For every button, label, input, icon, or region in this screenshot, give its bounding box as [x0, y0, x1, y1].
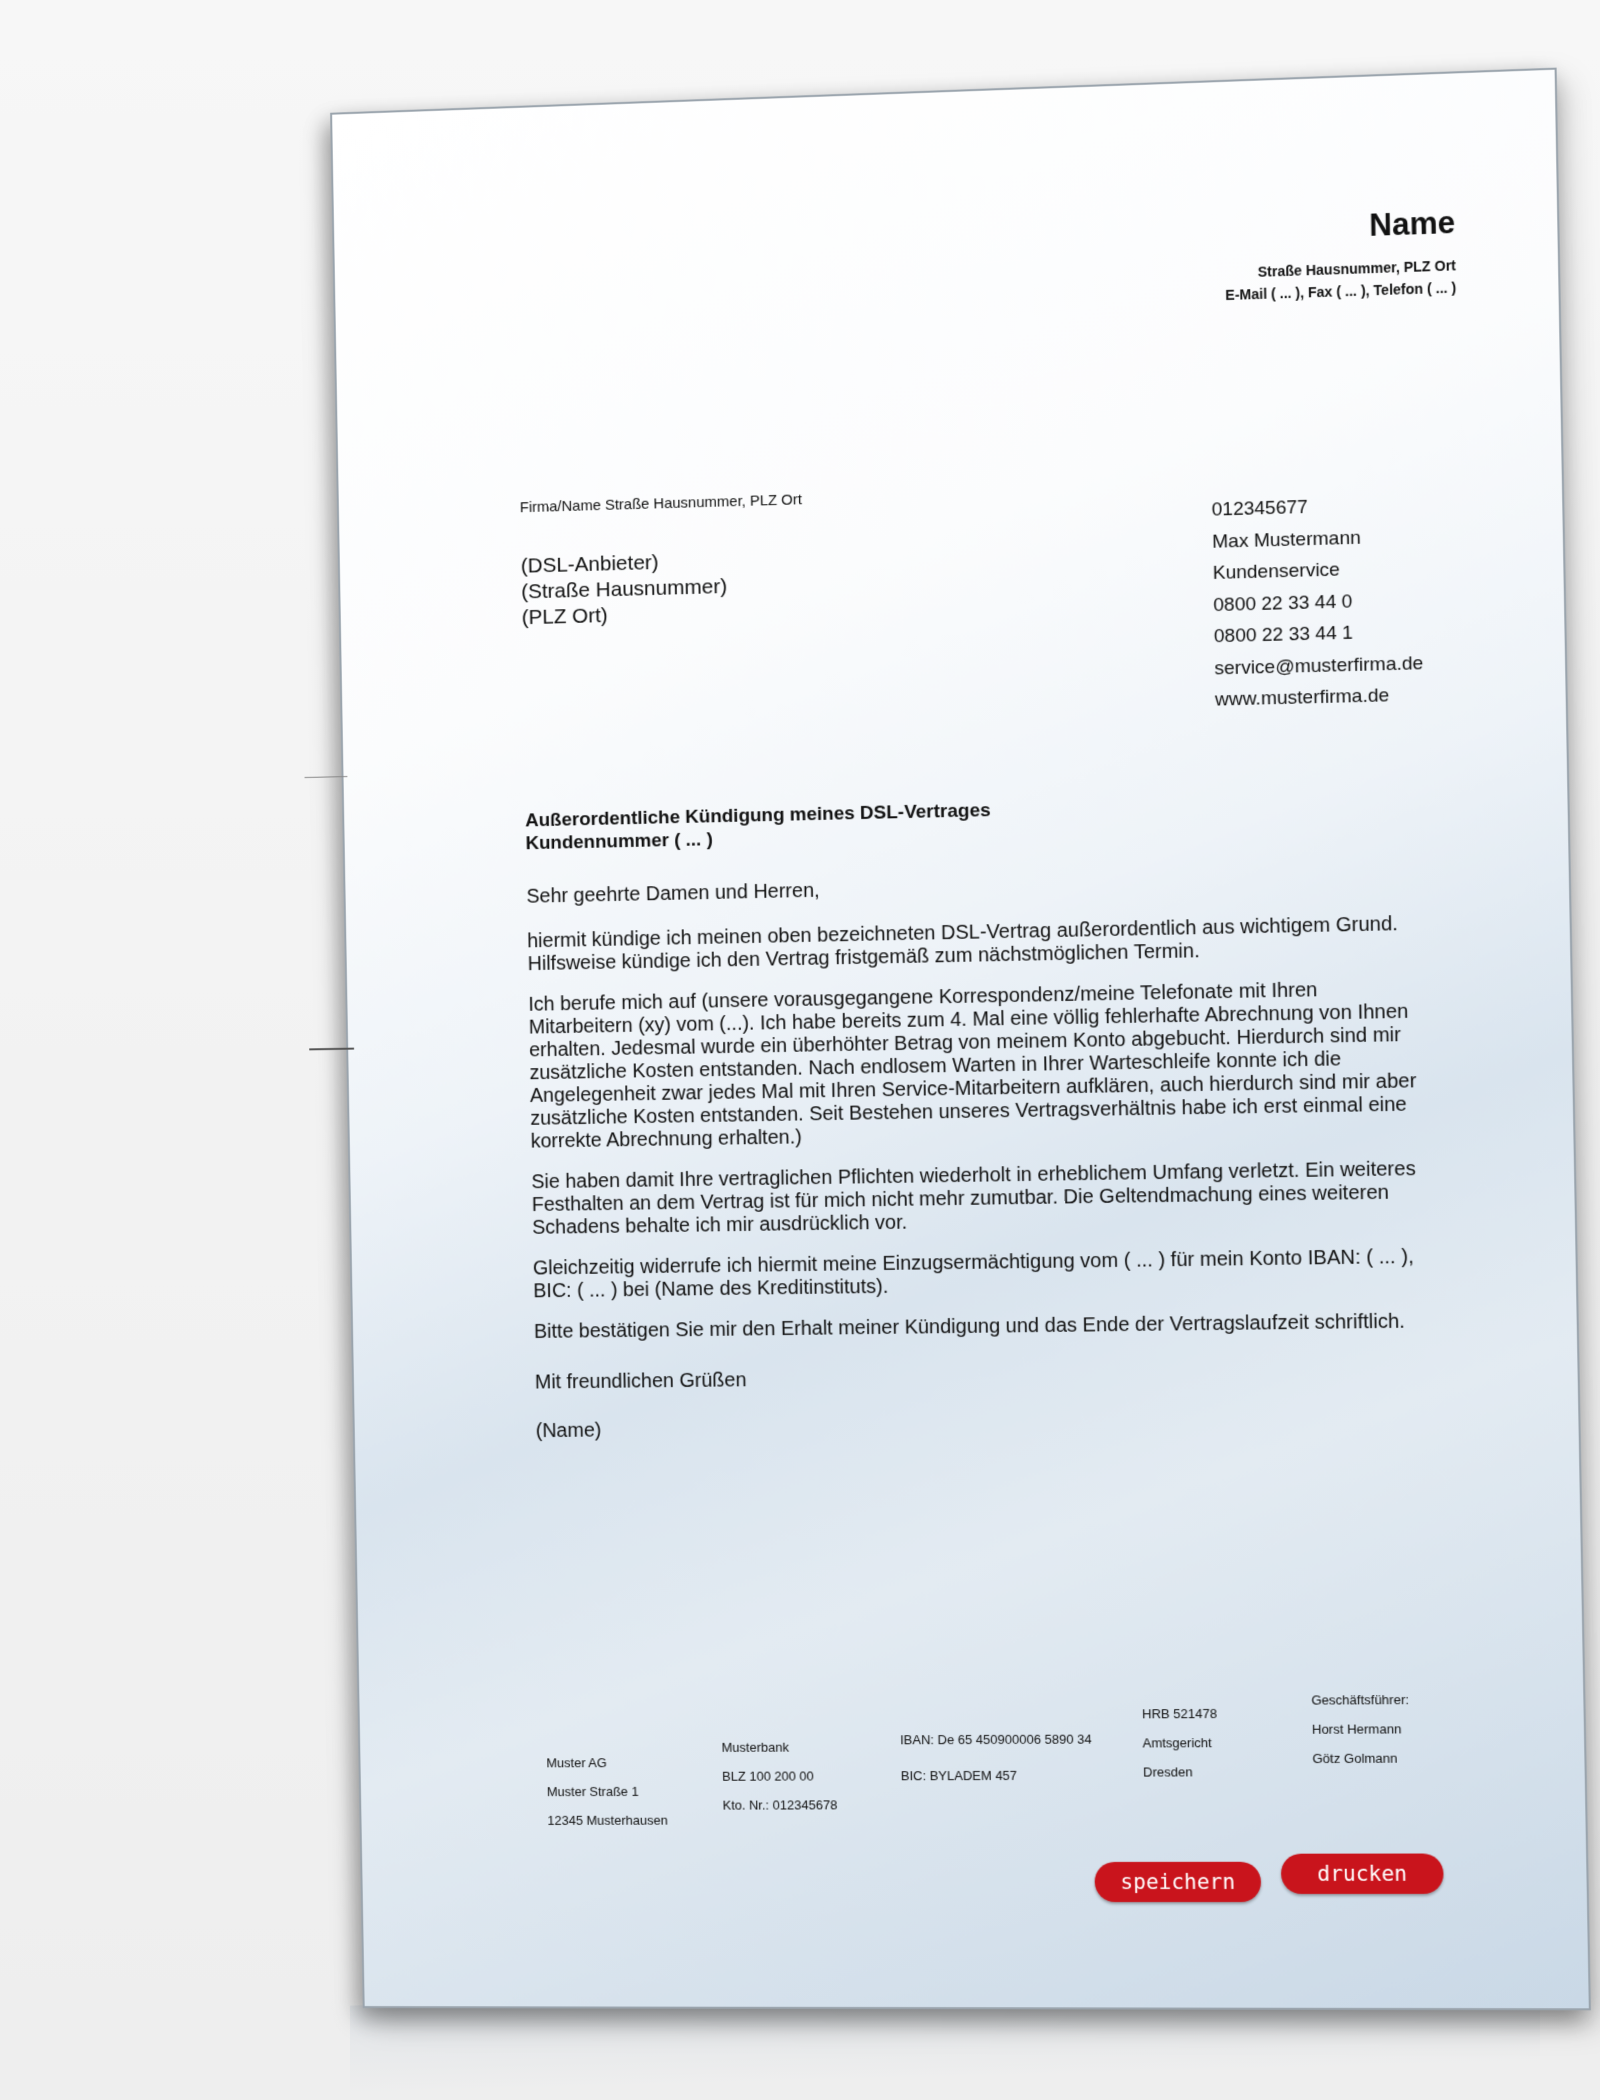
footer-text: Götz Golmann: [1312, 1750, 1398, 1767]
subject-line: Außerordentliche Kündigung meines DSL-Vertrages: [525, 800, 991, 832]
footer-bank: [721, 1733, 837, 1820]
footer-text: IBAN: De 65 450900006 5890 34: [900, 1731, 1092, 1748]
punch-mark: [309, 1048, 354, 1051]
contact-block: [1211, 489, 1424, 717]
letter-page: [330, 68, 1591, 2011]
body-paragraph: Ich berufe mich auf (unsere vorausgegangene Korrespondenz/meine Telefonate mit Ihren Mitarbeitern (xy) vom (...). Ich habe bereits zum 4. Mal eine völlig fehlerhafte Abrechnung von Ihnen erhalten. Jedesmal wurde ein überhöhter Betrag von meinem Konto abgebucht. Hierdurch sind mir zusätzliche Kosten entstanden. Nach endlosem Warten in Ihrer Warteschleife konnte ich die Angelegenheit zwar jedes Mal mit Ihren Service-Mitarbeitern aufklären, auch hierdurch sind mir aber zusätzliche Kosten entstanden. Seit Bestehen unseres Vertragsverhältnis habe ich erst einmal eine korrekte Abrechnung erhalten.): [528, 979, 1417, 1153]
recipient-address: [521, 548, 728, 631]
footer-text: BLZ 100 200 00: [721, 1768, 814, 1784]
body-paragraph: Gleichzeitig widerrufe ich hiermit meine Einzugsermächtigung vom ( ... ) für mein Konto IBAN: ( ... ), BIC: ( ... ) bei (Name des Kreditinstituts).: [532, 1245, 1414, 1303]
print-button[interactable]: drucken: [1281, 1854, 1444, 1894]
reference-number: 012345677: [1211, 496, 1308, 521]
sender-name: Name: [1368, 204, 1456, 243]
save-button[interactable]: speichern: [1094, 1862, 1261, 1902]
contact-person: Max Mustermann: [1212, 527, 1361, 553]
customer-number-line: Kundennummer ( ... ): [525, 829, 713, 855]
footer-management: [1311, 1685, 1410, 1773]
sender-address: Straße Hausnummer, PLZ Ort: [1257, 257, 1457, 280]
subject: [525, 799, 991, 855]
footer-text: Kto. Nr.: 012345678: [722, 1797, 838, 1813]
footer-company: [546, 1748, 668, 1835]
recipient-line: (Straße Hausnummer): [521, 575, 728, 604]
footer-text: BIC: BYLADEM 457: [900, 1767, 1018, 1784]
email-address: service@musterfirma.de: [1214, 652, 1424, 679]
body-paragraph: hiermit kündige ich meinen oben bezeichneten DSL-Vertrag außerordentlich aus wichtigem Grund. Hilfsweise kündige ich den Vertrag fristgemäß zum nächstmöglichen Termin.: [527, 913, 1399, 976]
footer-text: Dresden: [1142, 1764, 1193, 1780]
body-paragraph: Bitte bestätigen Sie mir den Erhalt meiner Kündigung und das Ende der Vertragslaufzeit schriftlich.: [533, 1310, 1406, 1343]
recipient-line: (PLZ Ort): [521, 604, 608, 630]
footer-text: Amtsgericht: [1142, 1735, 1212, 1751]
footer-text: Horst Hermann: [1311, 1721, 1402, 1737]
footer-text: 12345 Musterhausen: [547, 1812, 668, 1828]
salutation: Sehr geehrte Damen und Herren,: [526, 879, 820, 908]
return-address: Firma/Name Straße Hausnummer, PLZ Ort: [519, 491, 803, 517]
closing: Mit freundlichen Grüßen: [534, 1369, 747, 1394]
footer-text: Geschäftsführer:: [1311, 1692, 1410, 1708]
footer-iban: [900, 1722, 1093, 1795]
footer-register: [1142, 1699, 1219, 1787]
signature: (Name): [535, 1419, 602, 1443]
department: Kundenservice: [1212, 559, 1341, 584]
website: www.musterfirma.de: [1214, 685, 1390, 711]
footer-text: Muster Straße 1: [546, 1783, 639, 1800]
footer-text: Musterbank: [721, 1739, 790, 1755]
phone-number: 0800 22 33 44 0: [1213, 590, 1353, 616]
footer-text: Muster AG: [546, 1755, 607, 1771]
recipient-line: (DSL-Anbieter): [520, 551, 659, 578]
body-paragraph: Sie haben damit Ihre vertraglichen Pflichten wiederholt in erheblichem Umfang verletzt. Ein weiteres Festhalten an dem Vertrag ist für mich nicht mehr zumutbar. Die Geltendmachung eines weiteren Schadens behalte ich mir ausdrücklich vor.: [531, 1158, 1416, 1239]
fax-number: 0800 22 33 44 1: [1213, 622, 1354, 648]
footer-text: HRB 521478: [1141, 1705, 1218, 1722]
letter-body: [526, 867, 1436, 1461]
sender-contact: E-Mail ( ... ), Fax ( ... ), Telefon ( ... ): [1225, 279, 1457, 304]
